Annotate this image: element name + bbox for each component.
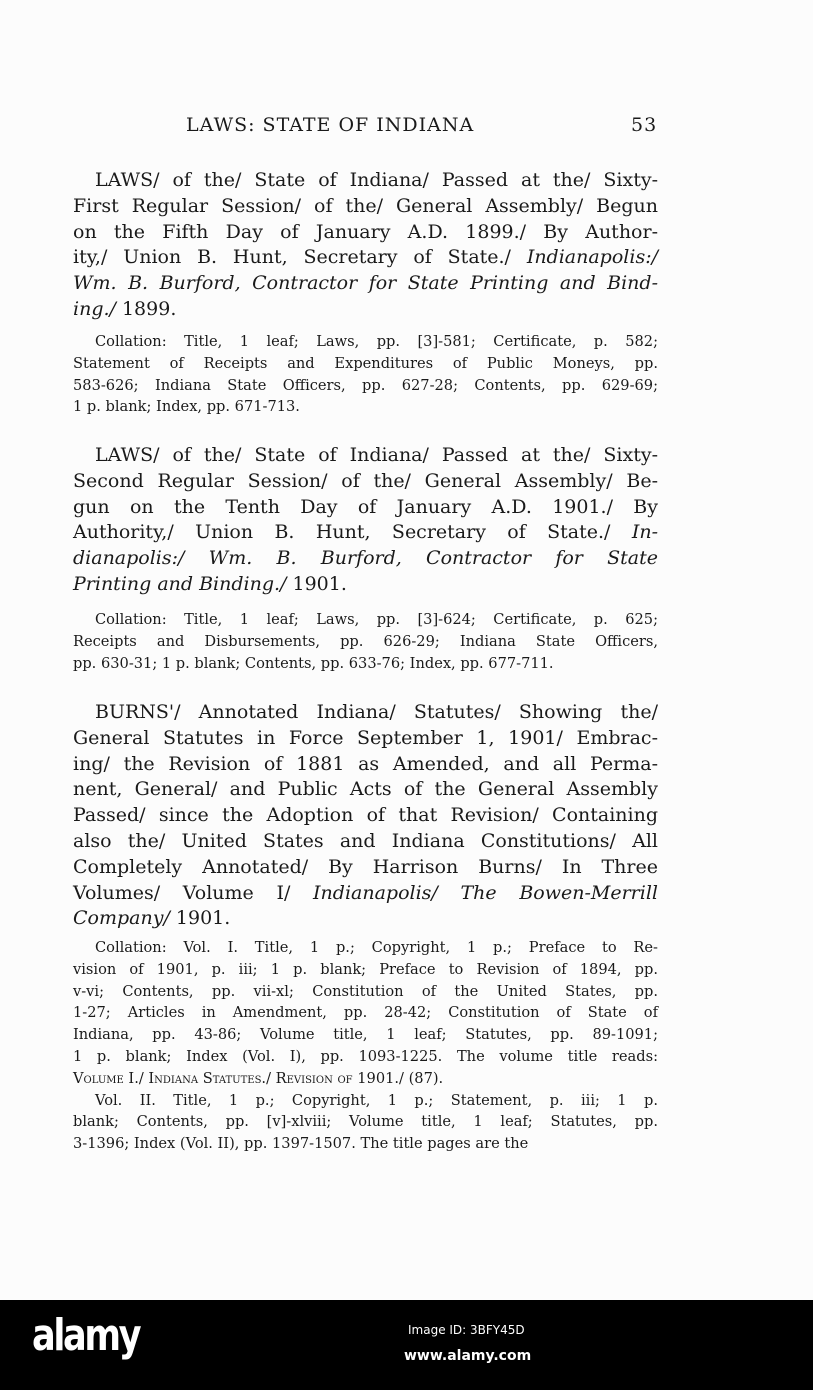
text-segment: First Regular Session/ of the/ General Assembly/ Begun bbox=[73, 194, 658, 217]
text-line bbox=[73, 353, 658, 375]
text-segment: Vol. II. Title, 1 p.; Copyright, 1 p.; Statement, p. iii; 1 p. bbox=[95, 1091, 658, 1109]
text-segment: General Statutes in Force September 1, 1901/ Embrac- bbox=[73, 726, 658, 749]
text-segment: Wm. B. Burford, Contractor for State Printing and Bind- bbox=[73, 272, 658, 295]
text-line bbox=[73, 271, 658, 297]
text-line bbox=[73, 245, 658, 271]
text-line bbox=[73, 1111, 658, 1133]
text-line bbox=[73, 375, 658, 397]
entry-1-collation bbox=[73, 331, 658, 418]
text-segment: Indiana, pp. 43-86; Volume title, 1 leaf; Statutes, pp. 89-1091; bbox=[73, 1026, 658, 1044]
text-segment: Receipts and Disbursements, pp. 626-29; Indiana State Officers, bbox=[73, 632, 658, 650]
text-line bbox=[73, 443, 658, 469]
text-segment: pp. 630-31; 1 p. blank; Contents, pp. 633-76; Index, pp. 677-711. bbox=[73, 654, 554, 672]
running-title: LAWS: STATE OF INDIANA bbox=[186, 114, 475, 136]
text-segment: 1901. bbox=[169, 907, 231, 930]
text-line bbox=[73, 803, 658, 829]
text-line bbox=[73, 331, 658, 353]
text-segment: Indianapolis/ The Bowen-Merrill bbox=[313, 881, 658, 904]
text-line bbox=[73, 1024, 658, 1046]
text-line bbox=[73, 1002, 658, 1024]
entry-3-title bbox=[73, 700, 658, 932]
text-segment: Collation: Vol. I. Title, 1 p.; Copyright, 1 p.; Preface to Re- bbox=[95, 939, 658, 956]
text-segment: Volumes/ Volume I/ bbox=[73, 881, 314, 904]
entry-2-title bbox=[73, 443, 658, 598]
running-header bbox=[0, 114, 813, 142]
text-line bbox=[73, 1046, 658, 1068]
text-segment: 583-626; Indiana State Officers, pp. 627-28; Contents, pp. 629-69; bbox=[73, 376, 658, 394]
text-segment: Passed/ since the Adoption of that Revision/ Containing bbox=[73, 804, 658, 827]
text-line bbox=[73, 1090, 658, 1112]
text-line bbox=[73, 546, 658, 572]
text-line bbox=[73, 906, 658, 932]
entry-3-collation bbox=[73, 937, 658, 1155]
text-line bbox=[73, 855, 658, 881]
alamy-logo: alamy bbox=[32, 1310, 140, 1361]
watermark-url: www.alamy.com bbox=[404, 1348, 532, 1364]
text-segment: vision of 1901, p. iii; 1 p. blank; Preface to Revision of 1894, pp. bbox=[73, 960, 658, 978]
entry-2-collation bbox=[73, 609, 658, 674]
text-segment: (87). bbox=[403, 1069, 444, 1087]
text-segment: 1899. bbox=[115, 297, 177, 320]
text-line bbox=[73, 194, 658, 220]
text-segment: Indianapolis:/ bbox=[526, 246, 658, 269]
text-line bbox=[73, 653, 658, 675]
text-line bbox=[73, 631, 658, 653]
text-line bbox=[73, 752, 658, 778]
text-segment: Authority,/ Union B. Hunt, Secretary of State./ bbox=[73, 521, 632, 544]
text-segment: 1 p. blank; Index (Vol. I), pp. 1093-1225. The volume title reads: bbox=[73, 1047, 658, 1065]
text-line bbox=[73, 881, 658, 907]
text-segment: Completely Annotated/ By Harrison Burns/ In Three bbox=[73, 855, 658, 878]
text-segment: also the/ United States and Indiana Constitutions/ All bbox=[73, 829, 658, 852]
text-segment: 3-1396; Index (Vol. II), pp. 1397-1507. The title pages are the bbox=[73, 1135, 529, 1153]
entry-1-title bbox=[73, 168, 658, 323]
text-segment: Printing and Binding./ bbox=[73, 572, 287, 595]
text-segment: ing/ the Revision of 1881 as Amended, and all Perma- bbox=[73, 752, 658, 775]
text-segment: Collation: Title, 1 leaf; Laws, pp. [3]-581; Certificate, p. 582; bbox=[95, 333, 658, 350]
text-line bbox=[73, 1133, 658, 1155]
text-line bbox=[73, 700, 658, 726]
text-line bbox=[73, 726, 658, 752]
text-segment: dianapolis:/ Wm. B. Burford, Contractor for State bbox=[73, 547, 658, 570]
text-segment: LAWS/ of the/ State of Indiana/ Passed at the/ Sixty- bbox=[95, 444, 658, 466]
text-segment: 1-27; Articles in Amendment, pp. 28-42; Constitution of State of bbox=[73, 1004, 658, 1022]
text-segment: Company/ bbox=[73, 907, 170, 930]
text-segment: v-vi; Contents, pp. vii-xl; Constitution of the United States, pp. bbox=[73, 982, 658, 1000]
text-line bbox=[73, 572, 658, 598]
text-segment: on the Fifth Day of January A.D. 1899./ By Author- bbox=[73, 220, 658, 243]
text-line bbox=[73, 469, 658, 495]
text-segment: nent, General/ and Public Acts of the General Assembly bbox=[73, 778, 658, 801]
text-line bbox=[73, 520, 658, 546]
text-segment: Volume I./ Indiana Statutes./ Revision of 1901./ bbox=[73, 1069, 404, 1087]
text-segment: 1901. bbox=[286, 572, 347, 595]
text-line bbox=[73, 777, 658, 803]
text-line bbox=[73, 396, 658, 418]
text-segment: ing./ bbox=[73, 297, 116, 320]
text-line bbox=[73, 1068, 658, 1090]
text-segment: ity,/ Union B. Hunt, Secretary of State./ bbox=[73, 246, 527, 269]
text-segment: blank; Contents, pp. [v]-xlviii; Volume title, 1 leaf; Statutes, pp. bbox=[73, 1113, 658, 1131]
text-line bbox=[73, 220, 658, 246]
text-line bbox=[73, 297, 658, 323]
text-line bbox=[73, 168, 658, 194]
text-line bbox=[73, 937, 658, 959]
text-segment: Statement of Receipts and Expenditures of Public Moneys, pp. bbox=[73, 354, 658, 372]
text-line bbox=[73, 609, 658, 631]
text-line bbox=[73, 829, 658, 855]
text-segment: 1 p. blank; Index, pp. 671-713. bbox=[73, 398, 300, 416]
text-line bbox=[73, 981, 658, 1003]
text-segment: BURNS'/ Annotated Indiana/ Statutes/ Showing the/ bbox=[95, 701, 658, 723]
text-segment: gun on the Tenth Day of January A.D. 1901./ By bbox=[73, 495, 658, 518]
text-segment: LAWS/ of the/ State of Indiana/ Passed at the/ Sixty- bbox=[95, 169, 658, 191]
text-segment: Collation: Title, 1 leaf; Laws, pp. [3]-624; Certificate, p. 625; bbox=[95, 611, 658, 628]
page-number: 53 bbox=[631, 114, 658, 136]
image-id: Image ID: 3BFY45D bbox=[408, 1323, 525, 1337]
text-line bbox=[73, 959, 658, 981]
text-segment: In- bbox=[631, 521, 658, 544]
watermark-bar bbox=[0, 1300, 813, 1390]
text-line bbox=[73, 495, 658, 521]
text-segment: Second Regular Session/ of the/ General Assembly/ Be- bbox=[73, 469, 658, 492]
